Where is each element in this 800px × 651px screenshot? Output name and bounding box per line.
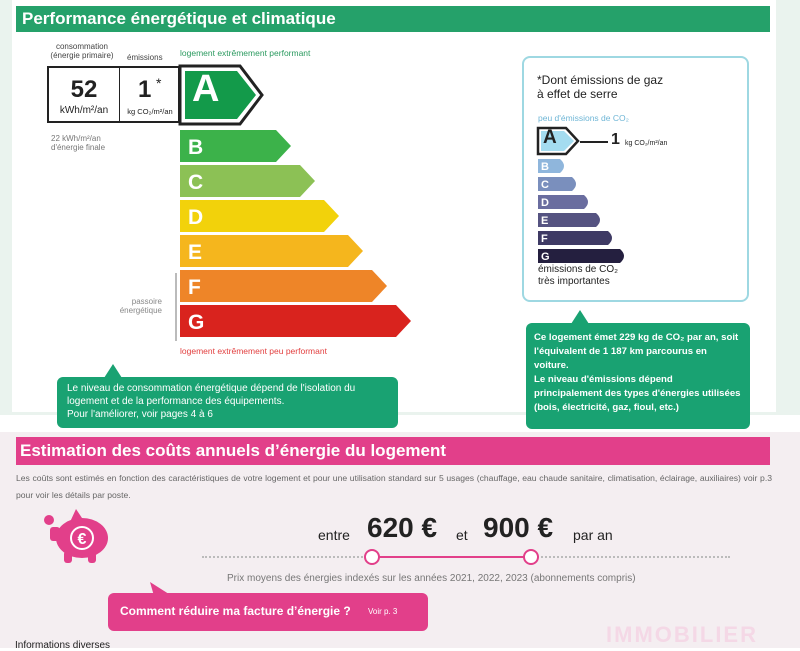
- energy-class-letter-d: D: [188, 206, 204, 229]
- ghg-value: 1: [611, 131, 620, 148]
- emissions-cell: [120, 68, 178, 121]
- costs-description: Les coûts sont estimés en fonction des caractéristiques de votre logement et pour une utilisation standard sur 5 usages (chauffage, eau chaude sanitaire, climatisation, éclairage, auxiliaires) voir p.3 pour voir les détails par poste.: [16, 473, 772, 500]
- current-class-letter: A: [192, 68, 220, 110]
- energy-class-bar-c: [180, 165, 316, 197]
- passoire-bracket: [175, 273, 177, 341]
- cost-range-fill: [371, 556, 531, 558]
- bottom-performance-label: logement extrêmement peu performant: [180, 346, 327, 356]
- cost-high-handle: [523, 549, 539, 565]
- ghg-class-letter-d: D: [541, 197, 549, 209]
- cost-footnote: Prix moyens des énergies indexés sur les années 2021, 2022, 2023 (abonnements compris): [227, 573, 636, 584]
- emissions-star: *: [156, 75, 162, 91]
- current-class-arrow: [178, 64, 264, 126]
- ghg-class-letter-f: F: [541, 233, 548, 245]
- cost-per-year-label: par an: [573, 527, 613, 543]
- energy-class-bar-b: [180, 130, 292, 162]
- energy-class-letter-c: C: [188, 171, 204, 194]
- reduce-bill-label: Comment réduire ma facture d’énergie ?: [120, 604, 351, 618]
- ghg-class-bar-c: [538, 177, 580, 191]
- ghg-unit: kg CO₂/m²/an: [625, 140, 668, 147]
- passoire-label: passoire énergétique: [119, 297, 162, 315]
- ghg-class-bar-g: [538, 249, 628, 263]
- section-title-costs: Estimation des coûts annuels d’énergie du logement: [16, 437, 770, 465]
- consumption-unit: kWh/m²/an: [59, 105, 109, 116]
- ghg-class-bar-e: [538, 213, 604, 227]
- ghg-class-letter-b: B: [541, 161, 549, 173]
- reduce-bill-page: Voir p. 3: [368, 607, 398, 616]
- energy-class-letter-e: E: [188, 241, 203, 264]
- energy-class-bar-d: [180, 200, 340, 232]
- ghg-bottom-label: émissions de CO₂ très importantes: [538, 264, 619, 287]
- ghg-value-connector: [580, 141, 608, 143]
- emissions-unit: kg CO₂/m²/an: [127, 107, 173, 116]
- ghg-callout: Ce logement émet 229 kg de CO₂ par an, soit l'équivalent de 1 187 km parcourus en voiture. Le niveau d'émissions dépend principalement des types d'énergies utilisées (bois, électricité, gaz, fioul, etc.): [526, 323, 750, 429]
- final-energy-label: 22 kWh/m²/an d'énergie finale: [51, 134, 106, 152]
- cost-low-handle: [364, 549, 380, 565]
- footer-text: Informations diverses: [15, 640, 111, 651]
- cost-high: 900 €: [483, 512, 554, 543]
- emissions-value: 1: [138, 76, 152, 103]
- ghg-class-bar-f: [538, 231, 616, 245]
- energy-class-bar-e: [180, 235, 364, 267]
- cost-and-label: et: [456, 527, 468, 543]
- emissions-label: émissions: [127, 53, 163, 62]
- callout-pointer-2: [571, 310, 589, 324]
- energy-class-letter-b: B: [188, 136, 204, 159]
- energy-class-bar-f: [180, 270, 388, 302]
- ghg-class-letter-e: E: [541, 215, 549, 227]
- top-performance-label: logement extrêmement performant: [180, 48, 311, 58]
- svg-text:€: €: [77, 531, 87, 548]
- consumption-label: consommation (énergie primaire): [50, 42, 114, 60]
- consumption-callout: Le niveau de consommation énergétique dépend de l'isolation du logement et de la performance des équipements. Pour l'améliorer, voir pages 4 à 6: [57, 377, 398, 428]
- cost-low: 620 €: [367, 512, 438, 543]
- ghg-top-label: peu d'émissions de CO₂: [538, 113, 629, 123]
- callout-pointer-1: [104, 364, 122, 378]
- piggy-bank-icon: [40, 505, 112, 567]
- ghg-class-letter-c: C: [541, 179, 549, 191]
- cost-between-label: entre: [318, 527, 350, 543]
- section-title-performance: Performance énergétique et climatique: [16, 6, 770, 32]
- energy-class-bar-g: [180, 305, 412, 337]
- reduce-bill-button[interactable]: [108, 593, 428, 631]
- consumption-cell: [49, 68, 120, 121]
- ghg-current-letter: A: [543, 127, 557, 148]
- ghg-class-bar-b: [538, 159, 568, 173]
- ghg-class-bar-d: [538, 195, 592, 209]
- ghg-class-letter-g: G: [541, 251, 550, 263]
- ghg-note: *Dont émissions de gaz à effet de serre: [537, 73, 664, 101]
- watermark: IMMOBILIER: [606, 622, 758, 647]
- energy-values-box: [47, 66, 180, 123]
- consumption-value: 52: [70, 76, 98, 103]
- energy-class-letter-g: G: [188, 311, 205, 334]
- energy-class-letter-f: F: [188, 276, 201, 299]
